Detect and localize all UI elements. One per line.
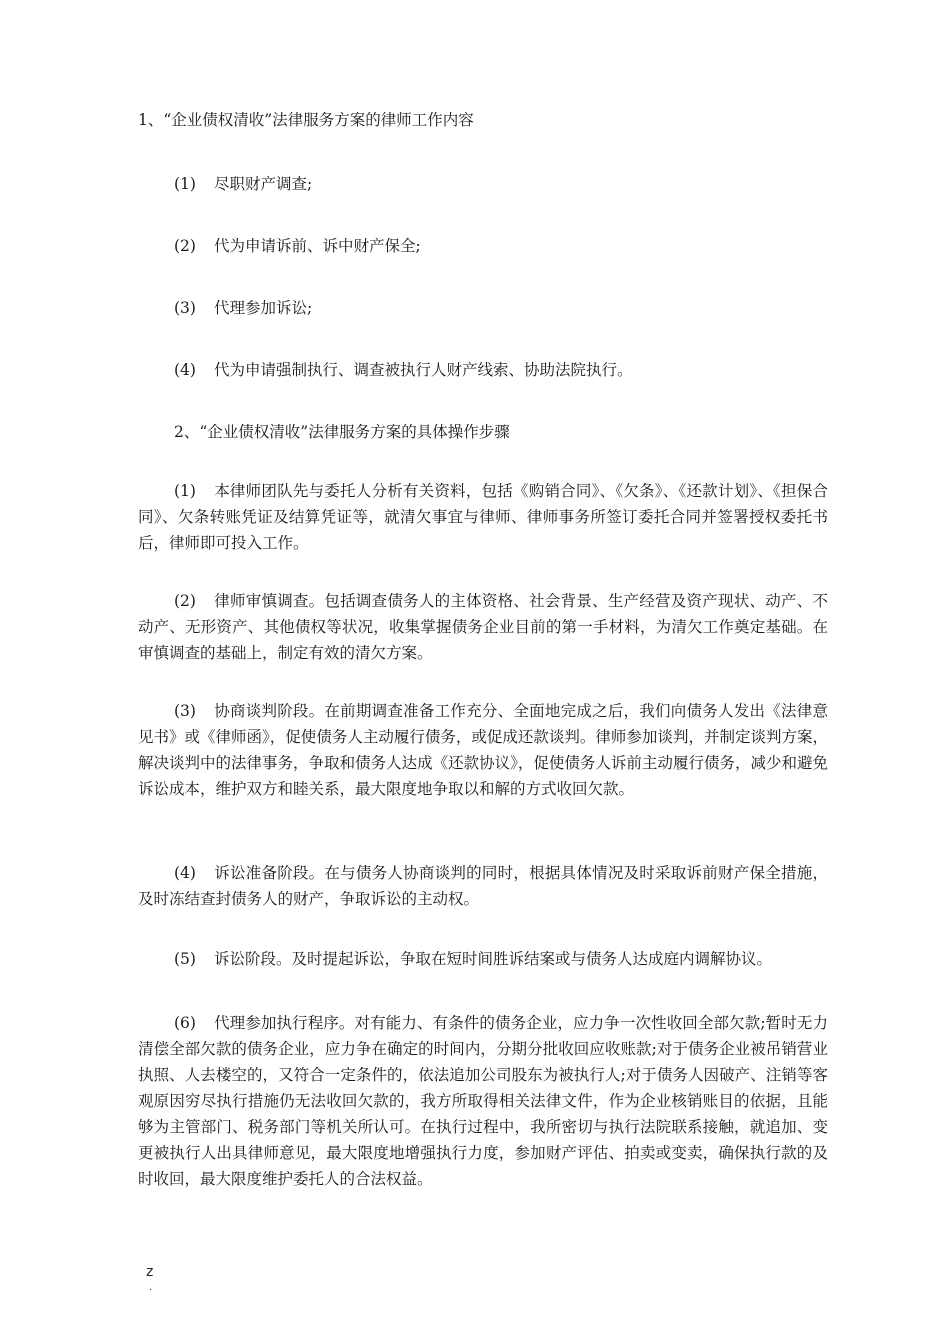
- item-number: (2): [174, 592, 196, 610]
- item-number: (5): [174, 950, 196, 968]
- item-number: (4): [174, 361, 196, 379]
- section2-item-6: [138, 1010, 828, 1192]
- item-text: 代理参加执行程序。对有能力、有条件的债务企业，应力争一次性收回全部欠款;暂时无力清偿全部欠款的债务企业，应力争在确定的时间内，分期分批收回应收账款;对于债务企业被吊销营业执照、人去楼空的，又符合一定条件的，依法追加公司股东为被执行人;对于债务人因破产、注销等客观原因穷尽执行措施仍无法收回欠款的，我方所取得相关法律文件，作为企业核销账目的依据，且能够为主管部门、税务部门等机关所认可。在执行过程中，我所密切与执行法院联系接触，就追加、变更被执行人出具律师意见，最大限度地增强执行力度，参加财产评估、拍卖或变卖，确保执行款的及时收回，最大限度维护委托人的合法权益。: [138, 1014, 828, 1188]
- section1-item-2: [138, 236, 421, 256]
- item-text: 本律师团队先与委托人分析有关资料，包括《购销合同》、《欠条》、《还款计划》、《担保合同》、欠条转账凭证及结算凭证等，就清欠事宜与律师、律师事务所签订委托合同并签署授权委托书后，律师即可投入工作。: [138, 482, 828, 552]
- section2-item-5: [138, 946, 828, 972]
- item-text: 诉讼准备阶段。在与债务人协商谈判的同时，根据具体情况及时采取诉前财产保全措施，及时冻结查封债务人的财产，争取诉讼的主动权。: [138, 864, 828, 908]
- item-number: (6): [174, 1014, 196, 1032]
- section1-heading: 1、“企业债权清收”法律服务方案的律师工作内容: [138, 111, 474, 129]
- section1-item-3: [138, 298, 312, 318]
- item-text: 代理参加诉讼;: [213, 299, 313, 317]
- section2-item-4: [138, 860, 828, 912]
- section2-item-1: [138, 478, 828, 556]
- item-text: 诉讼阶段。及时提起诉讼，争取在短时间胜诉结案或与债务人达成庭内调解协议。: [213, 950, 772, 968]
- item-number: (3): [174, 299, 196, 317]
- section2-heading: 2、“企业债权清收”法律服务方案的具体操作步骤: [174, 423, 510, 441]
- section2-item-3: [138, 698, 828, 802]
- footer-dot: .: [149, 1282, 153, 1293]
- footer-mark: z: [146, 1264, 154, 1280]
- item-number: (3): [174, 702, 196, 720]
- section1-item-4: [138, 360, 632, 380]
- item-text: 代为申请诉前、诉中财产保全;: [213, 237, 421, 255]
- item-text: 尽职财产调查;: [213, 175, 313, 193]
- item-text: 代为申请强制执行、调查被执行人财产线索、协助法院执行。: [213, 361, 633, 379]
- item-number: (4): [174, 864, 196, 882]
- item-text: 律师审慎调查。包括调查债务人的主体资格、社会背景、生产经营及资产现状、动产、不动产、无形资产、其他债权等状况，收集掌握债务企业目前的第一手材料，为清欠工作奠定基础。在审慎调查的基础上，制定有效的清欠方案。: [138, 592, 828, 662]
- item-text: 协商谈判阶段。在前期调查准备工作充分、全面地完成之后，我们向债务人发出《法律意见书》或《律师函》，促使债务人主动履行债务，或促成还款谈判。律师参加谈判，并制定谈判方案，解决谈判中的法律事务，争取和债务人达成《还款协议》，促使债务人诉前主动履行债务，减少和避免诉讼成本，维护双方和睦关系，最大限度地争取以和解的方式收回欠款。: [138, 702, 828, 798]
- item-number: (1): [174, 175, 196, 193]
- section1-item-1: [138, 174, 312, 194]
- section2-item-2: [138, 588, 828, 666]
- item-number: (1): [174, 482, 196, 500]
- item-number: (2): [174, 237, 196, 255]
